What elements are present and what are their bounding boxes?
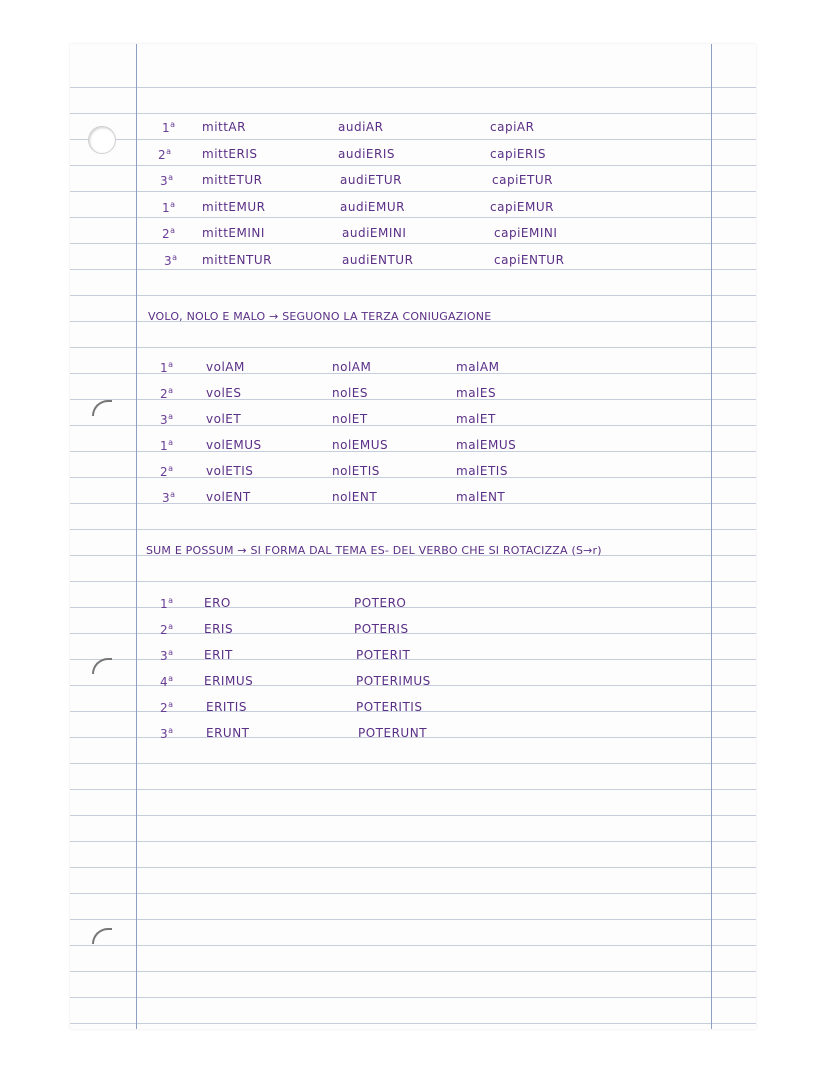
person-ordinal: a <box>168 596 174 605</box>
person-ordinal: a <box>168 726 174 735</box>
form-col1: mittAR <box>202 120 246 134</box>
person-ordinal: a <box>168 438 174 447</box>
form-col1: ERO <box>204 596 231 610</box>
person-number: 1 <box>160 361 169 375</box>
person-ordinal: a <box>168 622 174 631</box>
form-col1: mittEMINI <box>202 226 265 240</box>
person-ordinal: a <box>172 253 178 262</box>
person-number: 3 <box>162 491 171 505</box>
form-col3: malENT <box>456 490 506 504</box>
form-col3: capiETUR <box>492 173 553 187</box>
form-col2: audiERIS <box>338 147 395 161</box>
person-ordinal: a <box>166 147 172 156</box>
form-col2: audiENTUR <box>342 253 414 267</box>
form-col3: capiAR <box>490 120 535 134</box>
person-number: 4 <box>160 675 169 689</box>
form-col1: volEMUS <box>206 438 262 452</box>
form-col1: volES <box>206 386 242 400</box>
form-col3: malETIS <box>456 464 508 478</box>
table-row <box>70 412 756 436</box>
table-row <box>70 622 756 646</box>
form-col1: ERIS <box>204 622 234 636</box>
person-number: 3 <box>164 254 173 268</box>
person-ordinal: a <box>168 412 174 421</box>
table-row <box>70 200 756 224</box>
table-row <box>70 253 756 277</box>
section-heading-volo-nolo-malo: VOLO, NOLO E MALO → SEGUONO LA TERZA CONIUGAZIONE <box>148 310 492 323</box>
table-row <box>70 674 756 698</box>
section-heading-sum-possum: SUM E POSSUM → SI FORMA DAL TEMA ES- DEL VERBO CHE SI ROTACIZZA (S→r) <box>146 544 602 557</box>
person-number: 2 <box>160 701 169 715</box>
form-col3: capiEMINI <box>494 226 558 240</box>
form-col2: POTERIS <box>354 622 409 636</box>
person-ordinal: a <box>170 200 176 209</box>
person-number: 3 <box>160 727 169 741</box>
table-row <box>70 700 756 724</box>
form-col1: ERIT <box>204 648 233 662</box>
person-number: 3 <box>160 649 169 663</box>
form-col3: capiENTUR <box>494 253 565 267</box>
person-ordinal: a <box>170 490 176 499</box>
person-ordinal: a <box>168 464 174 473</box>
form-col1: volETIS <box>206 464 254 478</box>
punch-hole-arc <box>92 928 112 944</box>
person-number: 2 <box>160 623 169 637</box>
person-number: 3 <box>160 174 169 188</box>
form-col2: nolAM <box>332 360 372 374</box>
person-ordinal: a <box>168 700 174 709</box>
person-ordinal: a <box>170 226 176 235</box>
table-row <box>70 386 756 410</box>
form-col3: malET <box>456 412 496 426</box>
table-row <box>70 648 756 672</box>
person-ordinal: a <box>170 120 176 129</box>
form-col1: mittEMUR <box>202 200 266 214</box>
form-col1: ERUNT <box>206 726 250 740</box>
person-number: 3 <box>160 413 169 427</box>
form-col1: volET <box>206 412 242 426</box>
form-col2: nolETIS <box>332 464 380 478</box>
person-number: 1 <box>160 439 169 453</box>
form-col2: audiETUR <box>340 173 402 187</box>
form-col2: POTERO <box>354 596 407 610</box>
form-col2: nolES <box>332 386 368 400</box>
form-col1: volENT <box>206 490 251 504</box>
form-col1: mittENTUR <box>202 253 272 267</box>
person-number: 2 <box>160 465 169 479</box>
table-row <box>70 120 756 144</box>
form-col2: audiAR <box>338 120 384 134</box>
form-col3: malEMUS <box>456 438 517 452</box>
form-col1: mittETUR <box>202 173 263 187</box>
form-col2: POTERUNT <box>358 726 428 740</box>
table-row <box>70 147 756 171</box>
form-col2: nolET <box>332 412 368 426</box>
notebook-page <box>70 44 756 1029</box>
form-col3: capiEMUR <box>490 200 554 214</box>
form-col1: ERIMUS <box>204 674 254 688</box>
person-number: 1 <box>162 201 171 215</box>
form-col2: nolEMUS <box>332 438 389 452</box>
form-col2: POTERIMUS <box>356 674 431 688</box>
form-col2: nolENT <box>332 490 378 504</box>
table-row <box>70 173 756 197</box>
person-number: 2 <box>160 387 169 401</box>
table-row <box>70 438 756 462</box>
person-number: 1 <box>160 597 169 611</box>
form-col3: malES <box>456 386 497 400</box>
person-number: 2 <box>158 148 167 162</box>
person-number: 1 <box>162 121 171 135</box>
table-row <box>70 226 756 250</box>
form-col2: POTERIT <box>356 648 411 662</box>
person-ordinal: a <box>168 360 174 369</box>
table-row <box>70 490 756 514</box>
table-row <box>70 360 756 384</box>
table-row <box>70 726 756 750</box>
form-col2: audiEMINI <box>342 226 407 240</box>
form-col1: mittERIS <box>202 147 258 161</box>
table-row <box>70 596 756 620</box>
person-ordinal: a <box>168 386 174 395</box>
form-col3: capiERIS <box>490 147 546 161</box>
form-col2: POTERITIS <box>356 700 423 714</box>
form-col2: audiEMUR <box>340 200 405 214</box>
table-row <box>70 464 756 488</box>
person-number: 2 <box>162 227 171 241</box>
person-ordinal: a <box>168 674 174 683</box>
form-col1: volAM <box>206 360 245 374</box>
person-ordinal: a <box>168 173 174 182</box>
form-col1: ERITIS <box>206 700 247 714</box>
person-ordinal: a <box>168 648 174 657</box>
form-col3: malAM <box>456 360 500 374</box>
